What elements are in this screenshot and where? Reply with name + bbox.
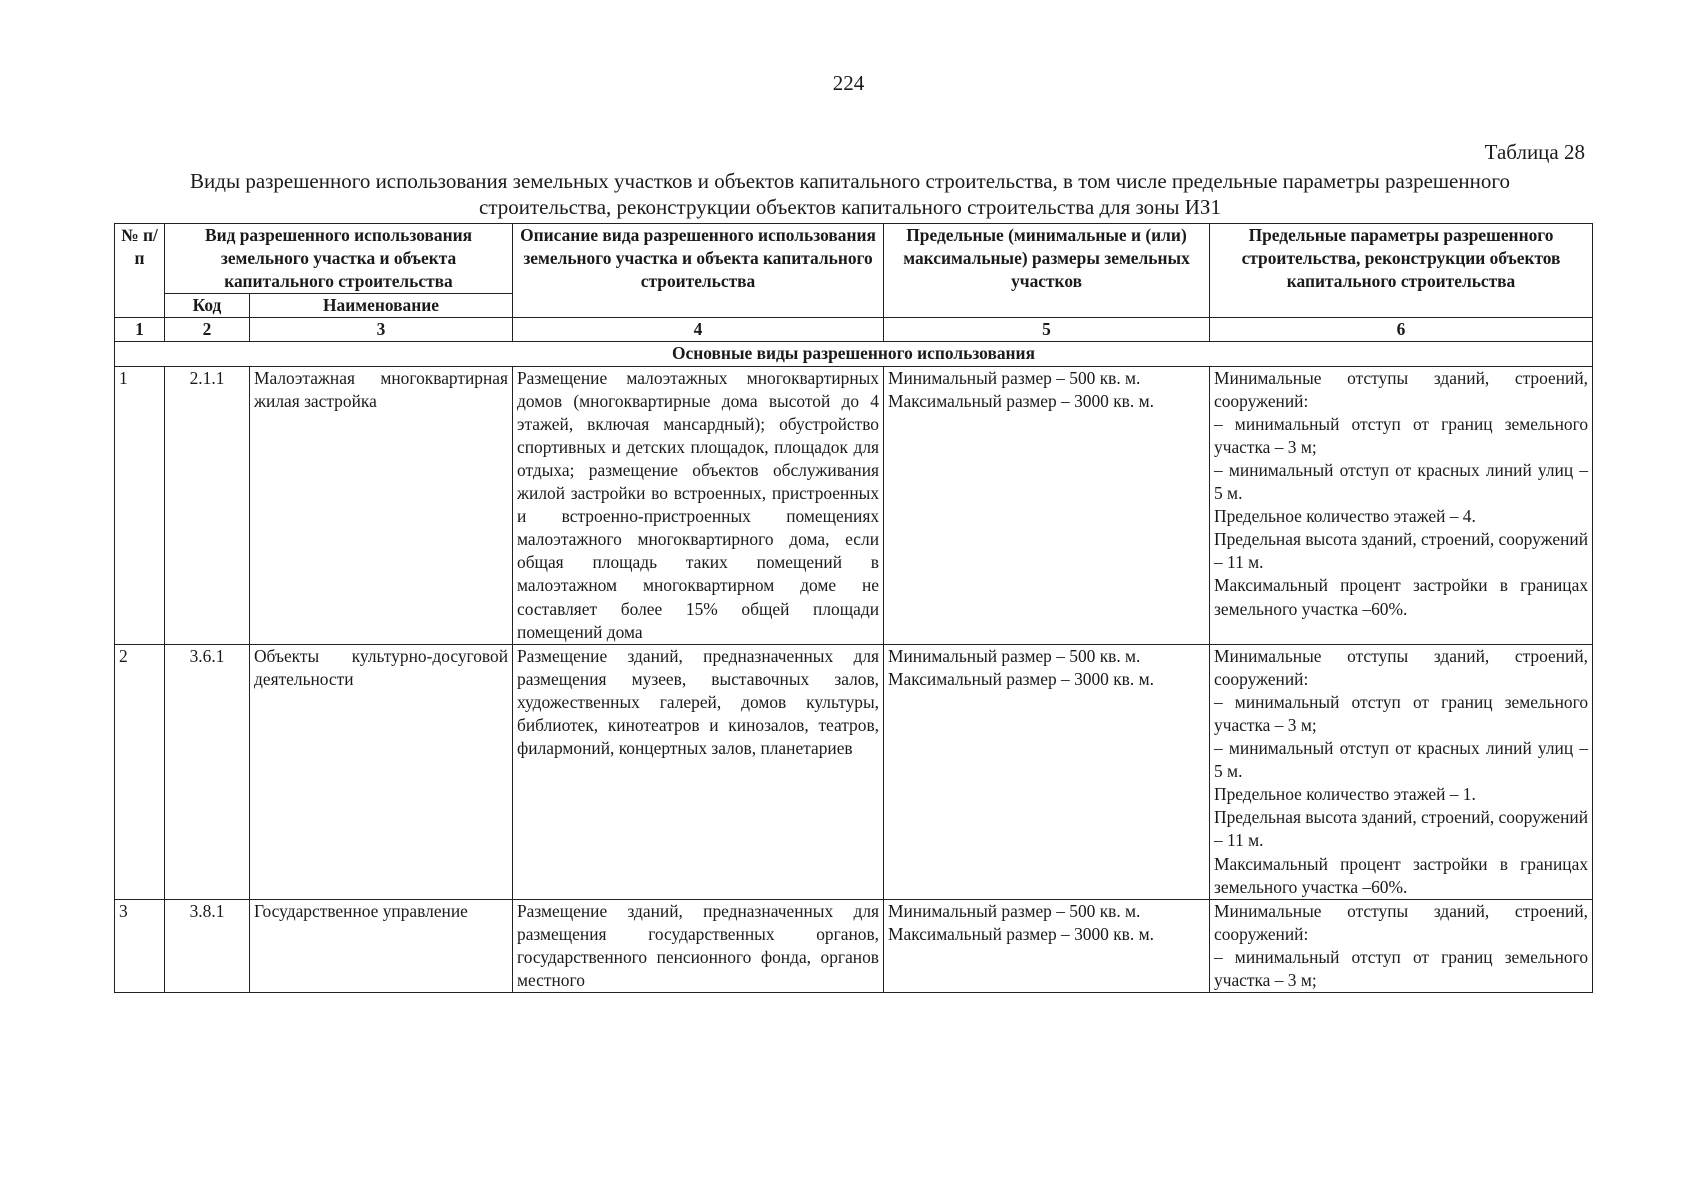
row-description: Размещение малоэтажных многоквартирных домов (многоквартирные дома высотой до 4 этажей, включая мансардный); обустройство спортивных и детских площадок, площадок для отдыха; размещение объектов обслуживания жилой застройки во встроенных, пристроенных и встроенно-пристроенных помещениях малоэтажного многоквартирного дома, если общая площадь таких помещений в малоэтажном многоквартирном доме не составляет более 15% общей площади помещений дома bbox=[513, 366, 884, 644]
table-row bbox=[115, 644, 1593, 899]
column-number: 1 bbox=[115, 318, 165, 342]
row-code: 2.1.1 bbox=[165, 366, 250, 644]
row-sizes: Минимальный размер – 500 кв. м. Максимальный размер – 3000 кв. м. bbox=[884, 644, 1210, 899]
row-sizes: Минимальный размер – 500 кв. м. Максимальный размер – 3000 кв. м. bbox=[884, 366, 1210, 644]
row-params: Минимальные отступы зданий, строений, сооружений: – минимальный отступ от границ земельного участка – 3 м; – минимальный отступ от красных линий улиц – 5 м. Предельное количество этажей – 4. Предельная высота зданий, строений, сооружений – 11 м. Максимальный процент застройки в границах земельного участка –60%. bbox=[1210, 366, 1593, 644]
row-code: 3.6.1 bbox=[165, 644, 250, 899]
row-description: Размещение зданий, предназначенных для размещения музеев, выставочных залов, художественных галерей, домов культуры, библиотек, кинотеатров и кинозалов, театров, филармоний, концертных залов, планетариев bbox=[513, 644, 884, 899]
row-num: 1 bbox=[115, 366, 165, 644]
row-params: Минимальные отступы зданий, строений, сооружений: – минимальный отступ от границ земельного участка – 3 м; bbox=[1210, 899, 1593, 992]
table-label: Таблица 28 bbox=[1484, 140, 1585, 164]
column-number-row bbox=[115, 318, 1593, 342]
row-name: Государственное управление bbox=[250, 899, 513, 992]
header-name: Наименование bbox=[250, 294, 513, 318]
section-title: Основные виды разрешенного использования bbox=[115, 342, 1593, 366]
page-number: 224 bbox=[832, 71, 865, 95]
column-number: 2 bbox=[165, 318, 250, 342]
row-sizes: Минимальный размер – 500 кв. м. Максимальный размер – 3000 кв. м. bbox=[884, 899, 1210, 992]
column-number: 6 bbox=[1210, 318, 1593, 342]
header-vid: Вид разрешенного использования земельного участка и объекта капитального строительства bbox=[165, 224, 513, 294]
row-num: 3 bbox=[115, 899, 165, 992]
header-code: Код bbox=[165, 294, 250, 318]
zoning-table bbox=[114, 223, 1593, 993]
row-description: Размещение зданий, предназначенных для размещения государственных органов, государственного пенсионного фонда, органов местного bbox=[513, 899, 884, 992]
header-desc: Описание вида разрешенного использования земельного участка и объекта капитального строительства bbox=[513, 224, 884, 318]
row-name: Малоэтажная многоквартирная жилая застройка bbox=[250, 366, 513, 644]
header-row bbox=[115, 224, 1593, 294]
row-params: Минимальные отступы зданий, строений, сооружений: – минимальный отступ от границ земельного участка – 3 м; – минимальный отступ от красных линий улиц – 5 м. Предельное количество этажей – 1. Предельная высота зданий, строений, сооружений – 11 м. Максимальный процент застройки в границах земельного участка –60%. bbox=[1210, 644, 1593, 899]
table-row bbox=[115, 899, 1593, 992]
header-params: Предельные параметры разрешенного строительства, реконструкции объектов капитального строительства bbox=[1210, 224, 1593, 318]
column-number: 5 bbox=[884, 318, 1210, 342]
section-row bbox=[115, 342, 1593, 366]
table-title: Виды разрешенного использования земельных участков и объектов капитального строительства, в том числе предельные параметры разрешенного строительства, реконструкции объектов капитального строительства для зоны ИЗ1 bbox=[190, 169, 1510, 219]
row-code: 3.8.1 bbox=[165, 899, 250, 992]
header-sizes: Предельные (минимальные и (или) максимальные) размеры земельных участков bbox=[884, 224, 1210, 318]
table-row bbox=[115, 366, 1593, 644]
row-num: 2 bbox=[115, 644, 165, 899]
column-number: 4 bbox=[513, 318, 884, 342]
header-num: № п/п bbox=[115, 224, 165, 318]
column-number: 3 bbox=[250, 318, 513, 342]
row-name: Объекты культурно-досуговой деятельности bbox=[250, 644, 513, 899]
